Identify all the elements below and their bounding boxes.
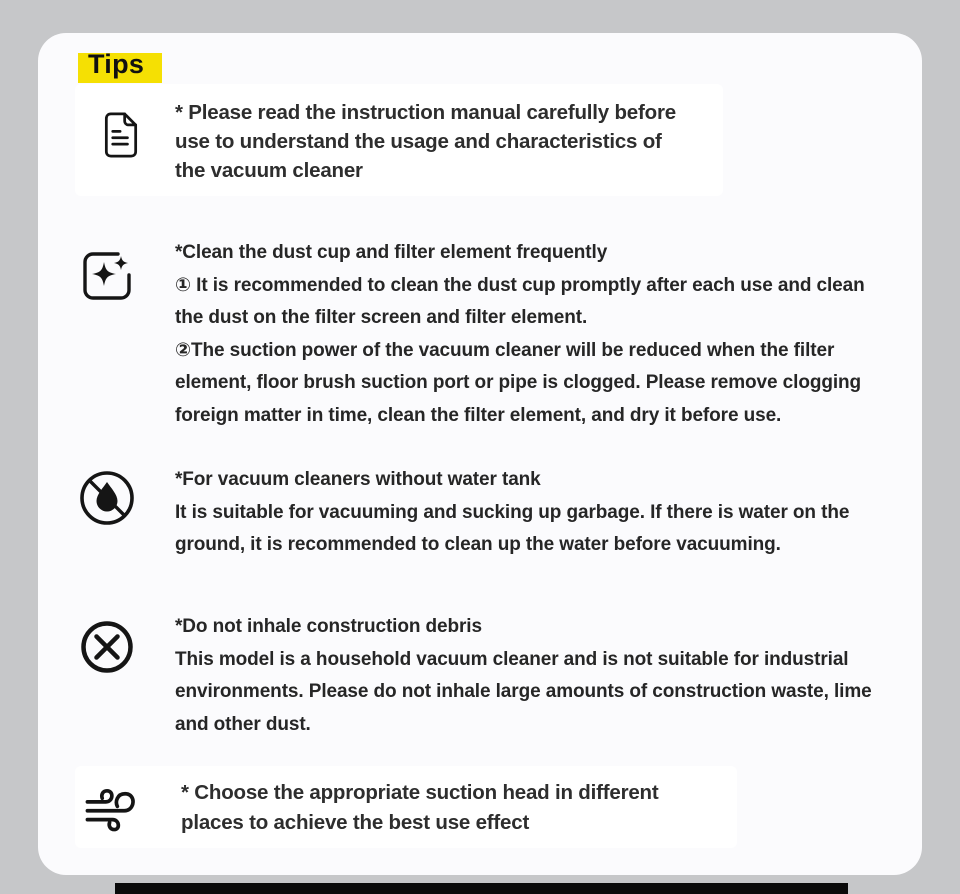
- tip-text: [175, 98, 676, 185]
- tip-line: and other dust.: [175, 713, 311, 735]
- tip-line: the vacuum cleaner: [175, 159, 363, 182]
- tip-line: ground, it is recommended to clean up the water before vacuuming.: [175, 534, 781, 555]
- tip-row-clean-dust-cup: [68, 237, 865, 432]
- tip-row-read-manual: [75, 84, 723, 196]
- tip-line: * Choose the appropriate suction head in different: [181, 781, 659, 804]
- tip-line: use to understand the usage and characteristics of: [175, 130, 662, 153]
- tip-line: environments. Please do not inhale large amounts of construction waste, lime: [175, 681, 872, 702]
- tip-line: places to achieve the best use effect: [181, 811, 530, 834]
- wind-suction-icon: [83, 782, 145, 838]
- tip-line: *Clean the dust cup and filter element frequently: [175, 242, 608, 263]
- tip-line: element, floor brush suction port or pipe is clogged. Please remove clogging: [175, 372, 862, 393]
- page-title-text: Tips: [78, 49, 162, 83]
- tip-line: *For vacuum cleaners without water tank: [175, 469, 541, 490]
- next-section-edge: [115, 883, 848, 894]
- tip-line: foreign matter in time, clean the filter element, and dry it before use.: [175, 404, 782, 426]
- tip-row-suction-head: [75, 766, 737, 848]
- tip-line: the dust on the filter screen and filter element.: [175, 307, 588, 328]
- no-water-icon: [68, 469, 145, 527]
- tip-text: [175, 464, 849, 562]
- no-construction-debris-icon: [68, 619, 145, 675]
- tip-line: * Please read the instruction manual carefully before: [175, 101, 676, 124]
- tip-text: [181, 778, 659, 838]
- tip-line: *Do not inhale construction debris: [175, 616, 482, 637]
- page-title: [78, 49, 162, 83]
- clean-sparkle-icon: [68, 249, 145, 303]
- tip-line: This model is a household vacuum cleaner and is not suitable for industrial: [175, 648, 849, 670]
- tips-card: [38, 33, 922, 875]
- tip-line: ②The suction power of the vacuum cleaner will be reduced when the filter: [175, 339, 835, 361]
- instruction-manual-icon: [97, 110, 145, 160]
- tip-row-no-water: [68, 464, 849, 562]
- tip-text: [175, 237, 865, 432]
- tip-line: It is suitable for vacuuming and sucking up garbage. If there is water on the: [175, 501, 850, 523]
- tip-row-no-debris: [68, 611, 872, 741]
- tip-text: [175, 611, 872, 741]
- tip-line: ① It is recommended to clean the dust cup promptly after each use and clean: [175, 274, 865, 296]
